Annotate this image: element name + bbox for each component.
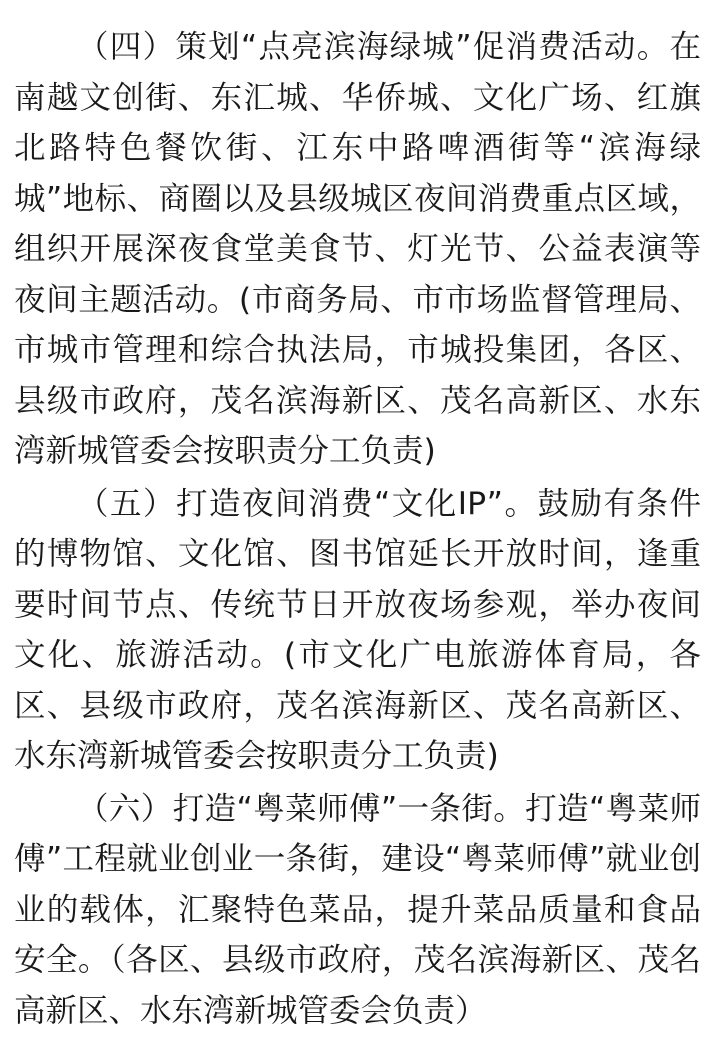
paragraph-five: （五）打造夜间消费“文化IP”。鼓励有条件的博物馆、文化馆、图书馆延长开放时间，逢重要时间节点、传统节日开放夜场参观，举办夜间文化、旅游活动。(市文化广电旅游体育局，各区、县级市政府，茂名滨海新区、茂名高新区、水东湾新城管委会按职责分工负责) bbox=[14, 485, 701, 774]
paragraph-four: （四）策划“点亮滨海绿城”促消费活动。在南越文创街、东汇城、华侨城、文化广场、红旗北路特色餐饮街、江东中路啤酒街等“滨海绿城”地标、商圈以及县级城区夜间消费重点区域，组织开展深夜食堂美食节、灯光节、公益表演等夜间主题活动。(市商务局、市市场监督管理局、市城市管理和综合执法局，市城投集团，各区、县级市政府，茂名滨海新区、茂名高新区、水东湾新城管委会按职责分工负责) bbox=[14, 29, 701, 469]
paragraph-six: （六）打造“粤菜师傅”一条街。打造“粤菜师傅”工程就业创业一条街，建设“粤菜师傅”就业创业的载体，汇聚特色菜品，提升菜品质量和食品安全。（各区、县级市政府，茂名滨海新区、茂名高新区、水东湾新城管委会负责） bbox=[14, 790, 701, 1029]
document-text-body bbox=[14, 22, 701, 1036]
